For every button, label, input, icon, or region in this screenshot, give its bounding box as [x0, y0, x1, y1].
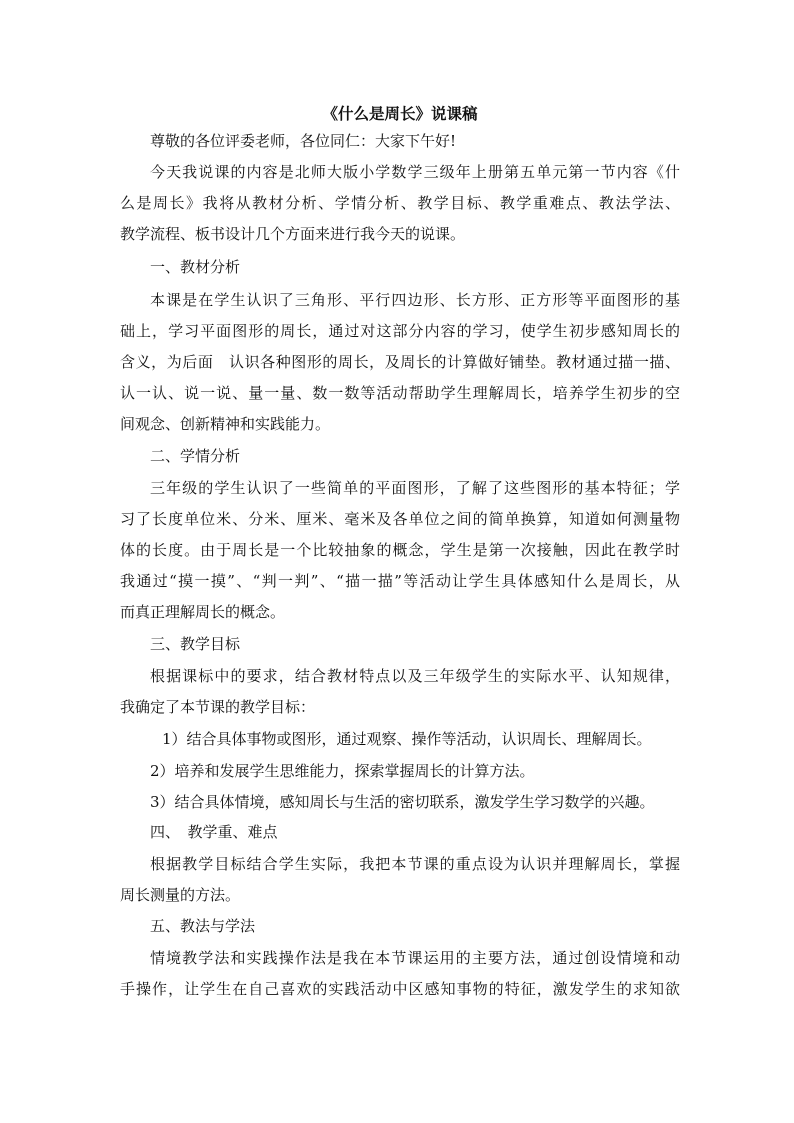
section-heading: 五、教法与学法 — [150, 917, 256, 935]
paragraph-line: 情境教学法和实践操作法是我在本节课运用的主要方法，通过创设情境和动 — [150, 949, 680, 967]
section-heading: 二、学情分析 — [150, 447, 241, 465]
paragraph-line: 三年级的学生认识了一些简单的平面图形，了解了这些图形的基本特征；学 — [150, 479, 680, 497]
paragraph-line: 含义，为后面 认识各种图形的周长，及周长的计算做好铺垫。教材通过描一描、 — [120, 353, 680, 371]
objective-item: 1）结合具体事物或图形，通过观察、操作等活动，认识周长、理解周长。 — [162, 730, 652, 748]
paragraph-line: 础上，学习平面图形的周长，通过对这部分内容的学习，使学生初步感知周长的 — [120, 322, 680, 340]
paragraph-line: 本课是在学生认识了三角形、平行四边形、长方形、正方形等平面图形的基 — [150, 291, 680, 309]
paragraph-line: 手操作，让学生在自己喜欢的实践活动中区感知事物的特征，激发学生的求知欲 — [120, 980, 680, 998]
paragraph-line: 认一认、说一说、量一量、数一数等活动帮助学生理解周长，培养学生初步的空 — [120, 384, 680, 402]
paragraph-line: 我确定了本节课的教学目标： — [120, 698, 316, 716]
paragraph-line: 根据教学目标结合学生实际，我把本节课的重点设为认识并理解周长，掌握 — [150, 855, 680, 873]
paragraph-line: 而真正理解周长的概念。 — [120, 603, 286, 621]
paragraph-line: 今天我说课的内容是北师大版小学数学三级年上册第五单元第一节内容《什 — [150, 163, 680, 181]
paragraph-line: 体的长度。由于周长是一个比较抽象的概念，学生是第一次接触，因此在教学时 — [120, 541, 680, 559]
paragraph-line: 根据课标中的要求，结合教材特点以及三年级学生的实际水平、认知规律， — [150, 667, 680, 685]
section-heading: 一、教材分析 — [150, 258, 241, 276]
paragraph-line: 习了长度单位米、分米、厘米、毫米及各单位之间的简单换算，知道如何测量物 — [120, 510, 680, 528]
objective-item: 2）培养和发展学生思维能力，探索掌握周长的计算方法。 — [150, 762, 535, 780]
paragraph-line: 我通过“摸一摸”、“判一判”、“描一描”等活动让学生具体感知什么是周长，从 — [120, 572, 680, 590]
paragraph-line: 教学流程、板书设计几个方面来进行我今天的说课。 — [120, 225, 466, 243]
section-heading: 四、 教学重、难点 — [150, 823, 278, 841]
objective-item: 3）结合具体情境，感知周长与生活的密切联系，激发学生学习数学的兴趣。 — [150, 793, 655, 811]
paragraph-line: 间观念、创新精神和实践能力。 — [120, 415, 331, 433]
section-heading: 三、教学目标 — [150, 635, 241, 653]
document-title: 《什么是周长》说课稿 — [322, 105, 478, 123]
paragraph-line: 周长测量的方法。 — [120, 886, 241, 904]
paragraph-line: 么是周长》我将从教材分析、学情分析、教学目标、教学重难点、教法学法、 — [120, 194, 680, 212]
greeting-line: 尊敬的各位评委老师，各位同仁：大家下午好! — [150, 132, 457, 150]
